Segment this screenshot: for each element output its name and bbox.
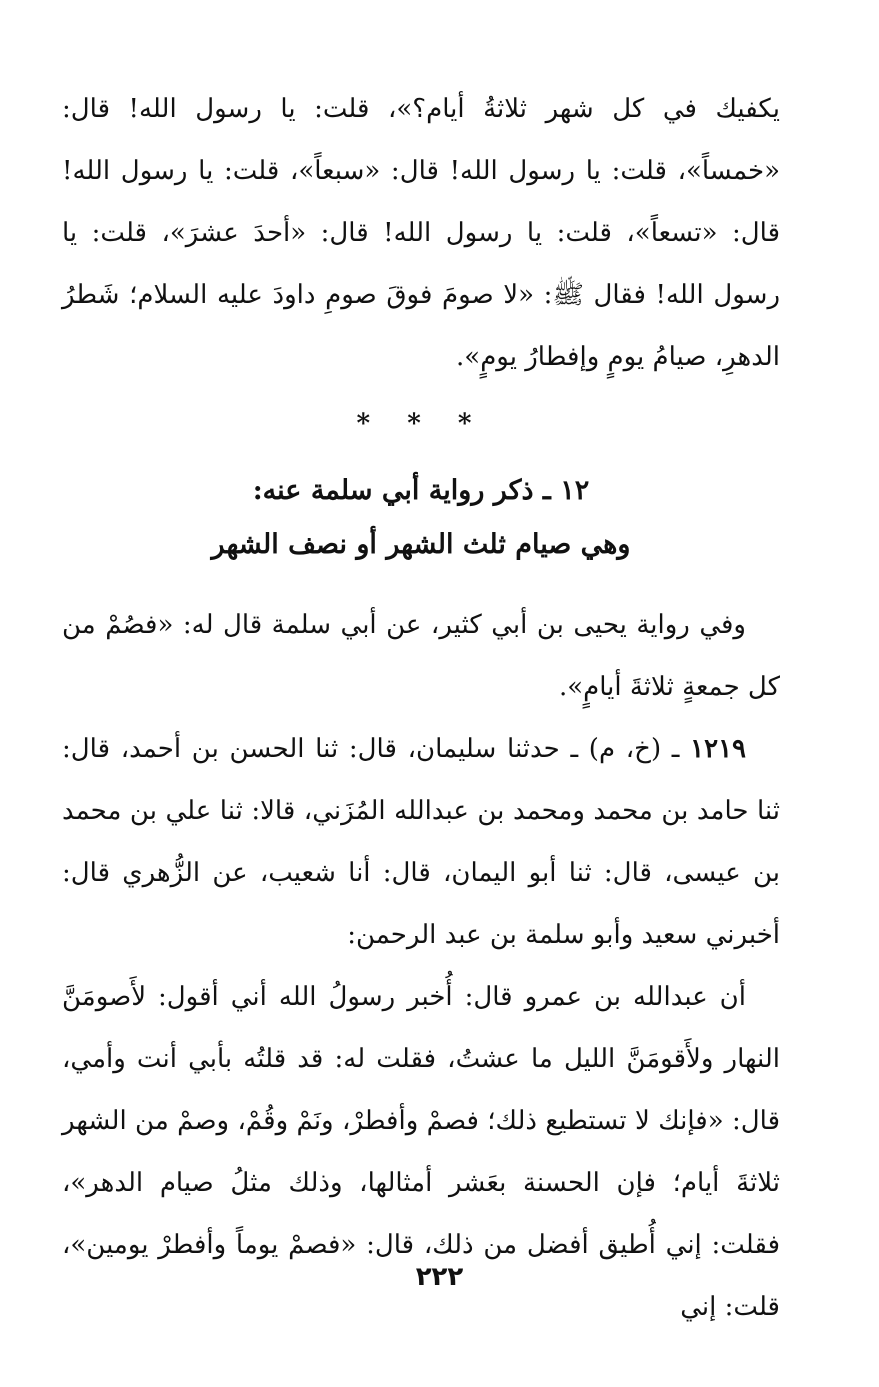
hadith-matn-paragraph: أن عبدالله بن عمرو قال: أُخبر رسولُ الله أني أقول: لأَصومَنَّ النهار ولأَقومَنَّ الليل ما عشتُ، فقلت له: قد قلتُه بأبي أنت وأمي، قال: «فإنك لا تستطيع ذلك؛ فصمْ وأفطرْ، ونَمْ وقُمْ، وصمْ من الشهر ثلاثةَ أيام؛ فإن الحسنة بعَشر أمثالها، وذلك مثلُ صيام الدهر»، فقلت: إني أُطيق أفضل من ذلك، قال: «فصمْ يوماً وأفطرْ يومين»، قلت: إني	[62, 982, 781, 1322]
page-number: ٢٢٢	[415, 1262, 464, 1292]
section-heading-line-1: ١٢ ـ ذكر رواية أبي سلمة عنه:	[252, 475, 590, 506]
hadith-isnad: ـ (خ، م) ـ حدثنا سليمان، قال: ثنا الحسن بن أحمد، قال: ثنا حامد بن محمد ومحمد بن عبدالله المُزَني، قالا: ثنا علي بن محمد بن عيسى، قال: ثنا أبو اليمان، قال: أنا شعيب، عن الزُّهري قال: أخبرني سعيد وأبو سلمة بن عبد الرحمن:	[62, 734, 780, 950]
hadith-isnad-paragraph	[62, 718, 780, 966]
top-paragraph: يكفيك في كل شهر ثلاثةُ أيام؟»، قلت: يا رسول الله! قال: «خمساً»، قلت: يا رسول الله! قال: «سبعاً»، قلت: يا رسول الله! قال: «تسعاً»، قلت: يا رسول الله! قال: «أحدَ عشرَ»، قلت: يا رسول الله! فقال ﷺ: «لا صومَ فوقَ صومِ داودَ عليه السلام؛ شَطرُ الدهرِ، صيامُ يومٍ وإفطارُ يومٍ».	[62, 94, 780, 372]
section-heading	[62, 464, 780, 572]
section-heading-line-2: وهي صيام ثلث الشهر أو نصف الشهر	[211, 529, 631, 560]
book-page	[62, 78, 781, 1322]
intro-paragraph: وفي رواية يحيى بن أبي كثير، عن أبي سلمة قال له: «فصُمْ من كل جمعةٍ ثلاثةَ أيامٍ».	[62, 610, 780, 702]
hadith-number: ١٢١٩	[690, 734, 746, 764]
section-separator: * * *	[356, 409, 486, 439]
